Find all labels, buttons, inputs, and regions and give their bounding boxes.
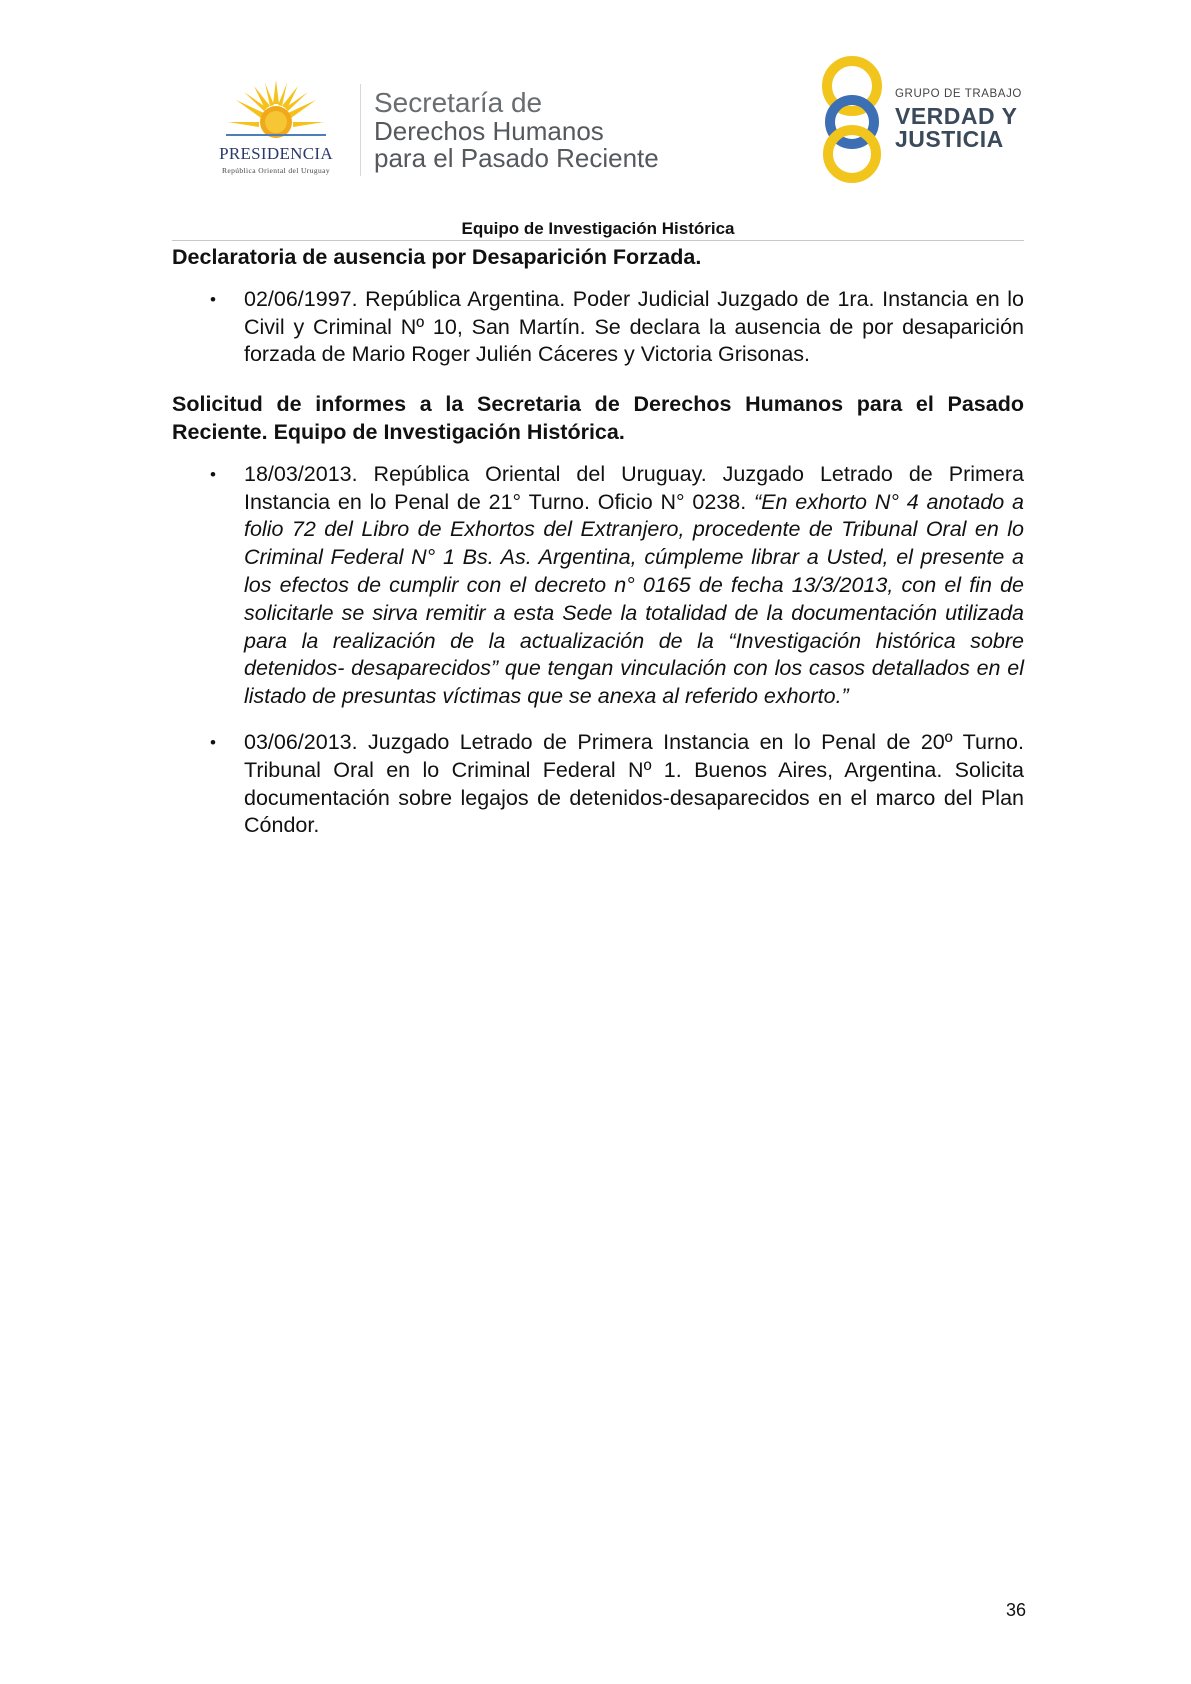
list-item	[172, 729, 1024, 840]
presidencia-logo	[196, 78, 356, 178]
page-number: 36	[1005, 1600, 1026, 1620]
item-text: 02/06/1997. República Argentina. Poder Judicial Juzgado de 1ra. Instancia en lo Civil y Criminal Nº 10, San Martín. Se declara la ausencia de por desaparición forzada de Mario Roger Julién Cáceres y Victoria Grisonas.	[244, 286, 1024, 367]
bullet-list	[172, 461, 1024, 840]
grupo-trabajo-label: GRUPO DE TRABAJO	[895, 88, 1022, 100]
interlocked-rings-icon	[818, 56, 898, 184]
justicia-label: JUSTICIA	[895, 126, 1004, 152]
section-heading: Solicitud de informes a la Secretaria de Derechos Humanos para el Pasado Reciente. Equipo de Investigación Histórica.	[172, 392, 1024, 444]
list-item	[172, 461, 1024, 711]
bullet-icon: •	[210, 289, 216, 309]
document-body	[172, 244, 1024, 862]
secretaria-logo-text	[374, 88, 659, 172]
item-text: 18/03/2013. República Oriental del Uruguay. Juzgado Letrado de Primera Instancia en lo Penal de 21° Turno. Oficio N° 0238.	[244, 461, 1024, 514]
presidencia-wordmark: PRESIDENCIA	[219, 144, 333, 163]
header-divider	[360, 84, 361, 176]
team-header: Equipo de Investigación Histórica	[461, 219, 735, 238]
bullet-list	[172, 286, 1024, 369]
verdad-justicia-logo	[818, 56, 1028, 184]
secretaria-line-1: Secretaría de	[374, 87, 543, 118]
list-item	[172, 286, 1024, 369]
item-text: 03/06/2013. Juzgado Letrado de Primera Instancia en lo Penal de 20º Turno. Tribunal Oral en lo Criminal Federal Nº 1. Buenos Aires, Argentina. Solicita documentación sobre legajos de detenidos-desaparecidos en el marco del Plan Cóndor.	[244, 729, 1024, 838]
header-rule	[172, 240, 1024, 241]
bullet-icon: •	[210, 732, 216, 752]
verdad-label: VERDAD Y	[895, 103, 1018, 129]
sun-emblem-icon	[226, 78, 326, 140]
bullet-icon: •	[210, 464, 216, 484]
item-quote: “En exhorto N° 4 anotado a folio 72 del Libro de Exhortos del Extranjero, procedente de Tribunal Oral en lo Criminal Federal N° 1 Bs. As. Argentina, cúmpleme librar a Usted, el presente a los efectos de cumplir con el decreto n° 0165 de fecha 13/3/2013, con el fin de solicitarle se sirva remitir a esta Sede la totalidad de la documentación utilizada para la realización de la actualización de la “Investigación histórica sobre detenidos- desaparecidos” que tengan vinculación con los casos detallados en el listado de presuntas víctimas que se anexa al referido exhorto.”	[244, 489, 1024, 709]
section-heading: Declaratoria de ausencia por Desaparición Forzada.	[172, 245, 702, 269]
presidencia-subtitle: República Oriental del Uruguay	[221, 166, 330, 175]
secretaria-line-2: Derechos Humanos	[374, 116, 604, 146]
secretaria-line-3: para el Pasado Reciente	[374, 143, 659, 173]
